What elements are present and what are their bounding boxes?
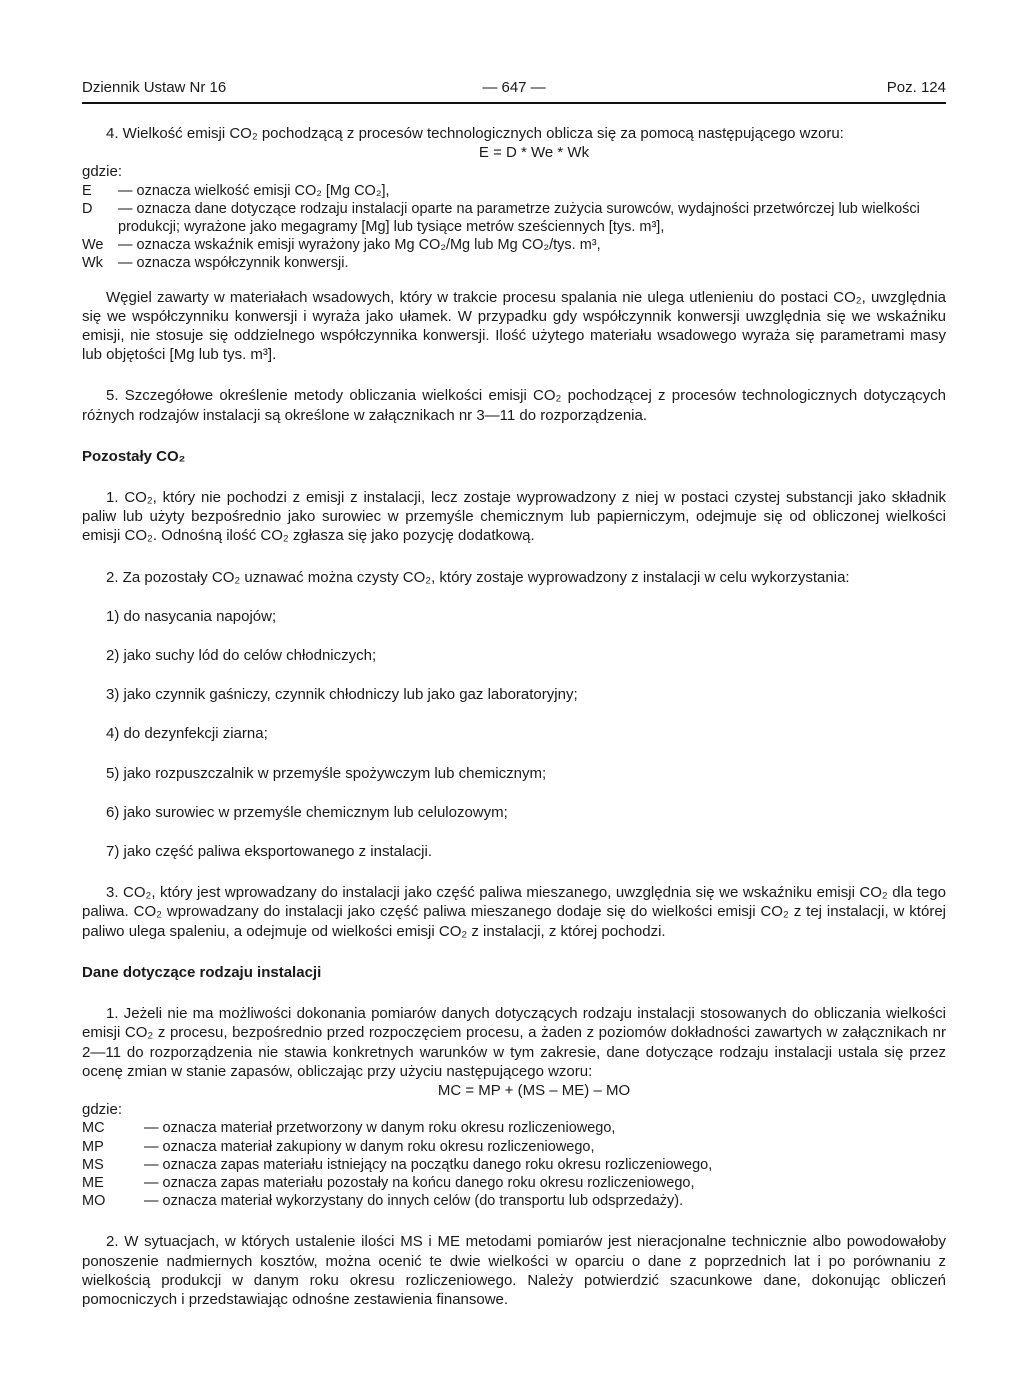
list-item: 7) jako część paliwa eksportowanego z instalacji. [106, 843, 432, 861]
def-symbol: ME [82, 1174, 104, 1191]
list-item: 6) jako surowiec w przemyśle chemicznym lub celulozowym; [106, 803, 508, 821]
where-label: gdzie: [82, 163, 123, 181]
page-number: — 647 — [482, 79, 546, 96]
list-item: 5) jako rozpuszczalnik w przemyśle spożywczym lub chemicznym; [106, 764, 547, 782]
list-item: 2) jako suchy lód do celów chłodniczych; [106, 647, 377, 665]
pozostaly-paragraph-3: 3. CO₂, który jest wprowadzany do instalacji jako część paliwa mieszanego, uwzględnia się we wskaźniku emisji CO₂ dla tego paliwa. CO₂ wprowadzany do instalacji jako część paliwa mieszanego dodaje się do wielkości emisji CO₂ z tej instalacji, w której paliwo ulega spaleniu, a odejmuje od wielkości emisji CO₂ z instalacji, z której pochodzi. [82, 884, 946, 940]
def-symbol: Wk [82, 255, 103, 272]
def-symbol: MO [82, 1193, 106, 1210]
def-description: — oznacza zapas materiału pozostały na końcu danego roku okresu rozliczeniowego, [144, 1174, 695, 1191]
def-description: — oznacza materiał wykorzystany do innych celów (do transportu lub odsprzedaży). [144, 1193, 684, 1210]
def-description: — oznacza dane dotyczące rodzaju instalacji oparte na parametrze zużycia surowców, wydajności przetwórczej lub wielkości produkcji; wyrażone jako megagramy [Mg] lub tysiące metrów sześciennych [tys. m³], [118, 200, 920, 236]
document-body [82, 124, 946, 1309]
dane-paragraph-1: 1. Jeżeli nie ma możliwości dokonania pomiarów danych dotyczących rodzaju instalacji stosowanych do obliczania wielkości emisji CO₂ z procesu, bezpośrednio przed rozpoczęciem procesu, a żaden z poziomów dokładności zawartych w załącznikach nr 2—11 do rozporządzenia nie stawia konkretnych warunków w tym zakresie, dane dotyczące rodzaju instalacji ustala się przez ocenę zmian w stanie zapasów, obliczając przy użyciu następującego wzoru: [82, 1005, 946, 1080]
def-symbol: E [82, 182, 92, 199]
inventory-formula: MC = MP + (MS – ME) – MO [437, 1081, 631, 1099]
def-description: — oznacza wskaźnik emisji wyrażony jako Mg CO₂/Mg lub Mg CO₂/tys. m³, [118, 237, 601, 254]
journal-title: Dziennik Ustaw Nr 16 [82, 79, 227, 96]
def-symbol: MS [82, 1156, 104, 1173]
pozostaly-paragraph-2: 2. Za pozostały CO₂ uznawać można czysty CO₂, który zostaje wyprowadzony z instalacji w celu wykorzystania: [106, 568, 850, 586]
position-number: Poz. 124 [886, 79, 946, 96]
def-description: — oznacza wielkość emisji CO₂ [Mg CO₂], [118, 182, 390, 199]
section-heading-dane: Dane dotyczące rodzaju instalacji [82, 963, 322, 981]
section-5-paragraph: 5. Szczegółowe określenie metody obliczania wielkości emisji CO₂ pochodzącej z procesów technologicznych dotyczących różnych rodzajów instalacji są określone w załącznikach nr 3—11 do rozporządzenia. [82, 387, 946, 424]
emission-definitions [82, 182, 946, 273]
emission-formula: E = D * We * Wk [478, 144, 590, 162]
pozostaly-paragraph-1: 1. CO₂, który nie pochodzi z emisji z instalacji, lecz zostaje wyprowadzony z niej w postaci czystej substancji jako składnik paliw lub użyty bezpośrednio jako surowiec w przemyśle chemicznym lub papierniczym, odejmuje się od obliczonej wielkości emisji CO₂. Odnośną ilość CO₂ zgłasza się jako pozycję dodatkową. [82, 489, 946, 545]
section-4-paragraph: 4. Wielkość emisji CO₂ pochodzącą z procesów technologicznych oblicza się za pomocą następującego wzoru: [106, 125, 844, 142]
carbon-paragraph: Węgiel zawarty w materiałach wsadowych, który w trakcie procesu spalania nie ulega utlenieniu do postaci CO₂, uwzględnia się we współczynniku konwersji i wyraża jako ułamek. W przypadku gdy współczynnik konwersji uwzględnia się we wskaźniku emisji, nie stosuje się oddzielnego współczynnika konwersji. Ilość użytego materiału wsadowego wyraża się parametrami masy lub objętości [Mg lub tys. m³]. [82, 288, 946, 364]
inventory-definitions [82, 1119, 946, 1210]
page-header [82, 77, 946, 99]
def-description: — oznacza współczynnik konwersji. [118, 255, 349, 272]
def-symbol: MC [82, 1120, 105, 1137]
def-symbol: MP [82, 1138, 104, 1155]
def-symbol: We [82, 237, 104, 254]
section-heading-pozostaly: Pozostały CO₂ [82, 447, 186, 465]
dane-paragraph-2: 2. W sytuacjach, w których ustalenie ilości MS i ME metodami pomiarów jest nieracjonalne technicznie albo powodowałoby ponoszenie nadmiernych kosztów, można ocenić te dwie wielkości w oparciu o dane z poprzednich lat i po porównaniu z wielkością produkcji w danym roku okresu rozliczeniowego. Należy potwierdzić szacunkowe dane, dokonując obliczeń pomocniczych i przedstawiając odnośne zestawienia finansowe. [82, 1233, 946, 1308]
list-item: 3) jako czynnik gaśniczy, czynnik chłodniczy lub jako gaz laboratoryjny; [106, 686, 578, 704]
def-symbol: D [82, 200, 93, 217]
list-item: 4) do dezynfekcji ziarna; [106, 725, 268, 743]
def-description: — oznacza materiał zakupiony w danym roku okresu rozliczeniowego, [144, 1138, 595, 1155]
header-rule [82, 102, 946, 104]
where-label: gdzie: [82, 1101, 123, 1119]
def-description: — oznacza zapas materiału istniejący na początku danego roku okresu rozliczeniowego, [144, 1156, 713, 1173]
def-description: — oznacza materiał przetworzony w danym roku okresu rozliczeniowego, [144, 1120, 616, 1137]
list-item: 1) do nasycania napojów; [106, 607, 277, 625]
